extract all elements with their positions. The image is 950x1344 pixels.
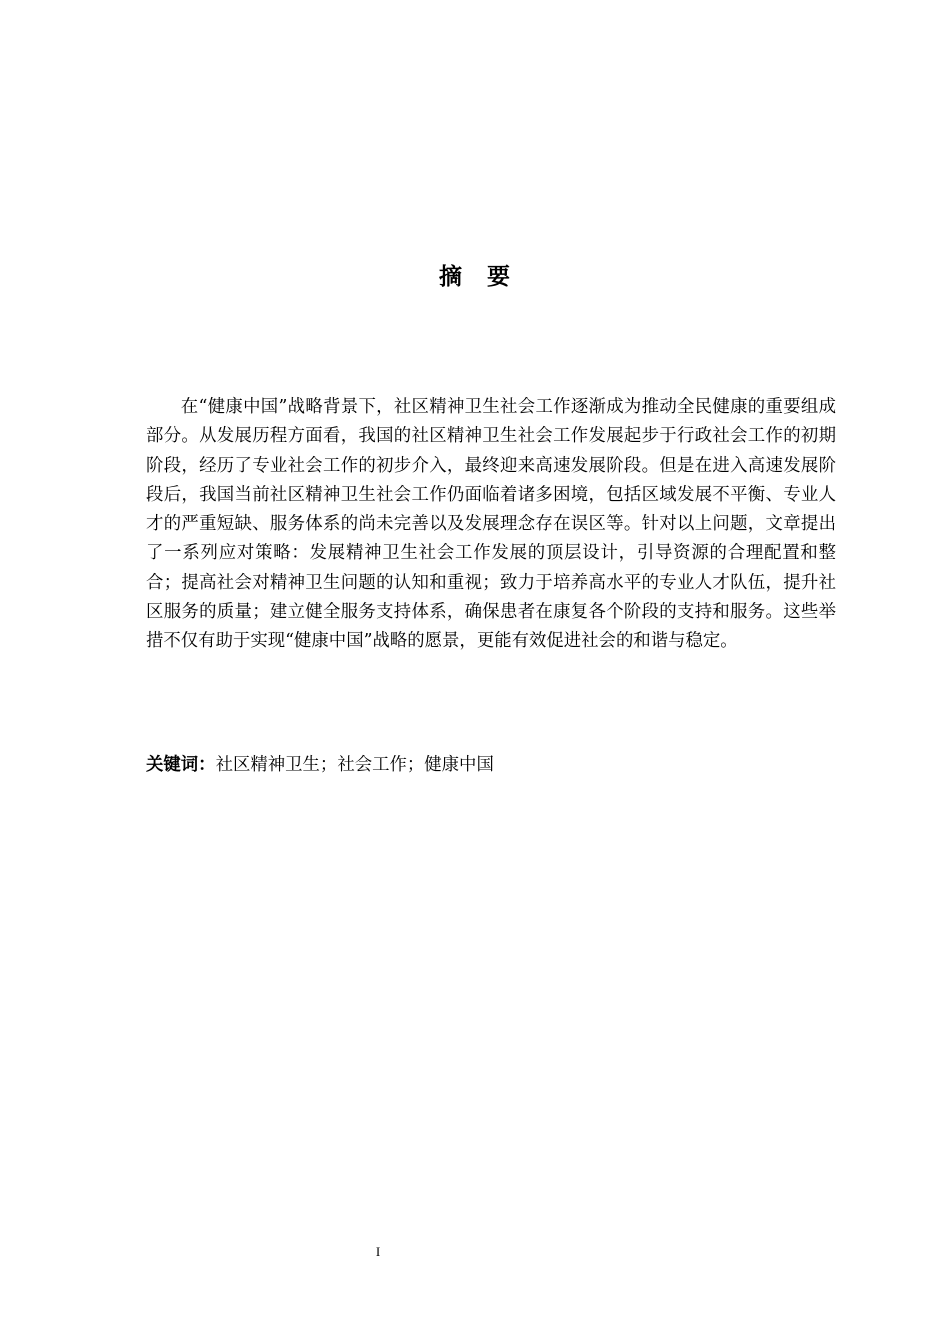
abstract-title [0, 258, 950, 291]
keywords-text: 社区精神卫生；社会工作；健康中国 [215, 755, 494, 775]
keywords-label: 关键词： [146, 755, 216, 775]
abstract-body: 在“健康中国”战略背景下，社区精神卫生社会工作逐渐成为推动全民健康的重要组成部分。从发展历程方面看，我国的社区精神卫生社会工作发展起步于行政社会工作的初期阶段，经历了专业社会工作的初步介入，最终迎来高速发展阶段。但是在进入高速发展阶段后，我国当前社区精神卫生社会工作仍面临着诸多困境，包括区域发展不平衡、专业人才的严重短缺、服务体系的尚未完善以及发展理念存在误区等。针对以上问题，文章提出了一系列应对策略：发展精神卫生社会工作发展的顶层设计，引导资源的合理配置和整合；提高社会对精神卫生问题的认知和重视；致力于培养高水平的专业人才队伍，提升社区服务的质量；建立健全服务支持体系，确保患者在康复各个阶段的支持和服务。这些举措不仅有助于实现“健康中国”战略的愿景，更能有效促进社会的和谐与稳定。 [146, 397, 836, 652]
keywords-line [146, 751, 836, 779]
page-number: I [375, 1244, 381, 1259]
abstract-title-char-2: 要 [487, 264, 511, 290]
abstract-title-char-1: 摘 [439, 264, 463, 290]
